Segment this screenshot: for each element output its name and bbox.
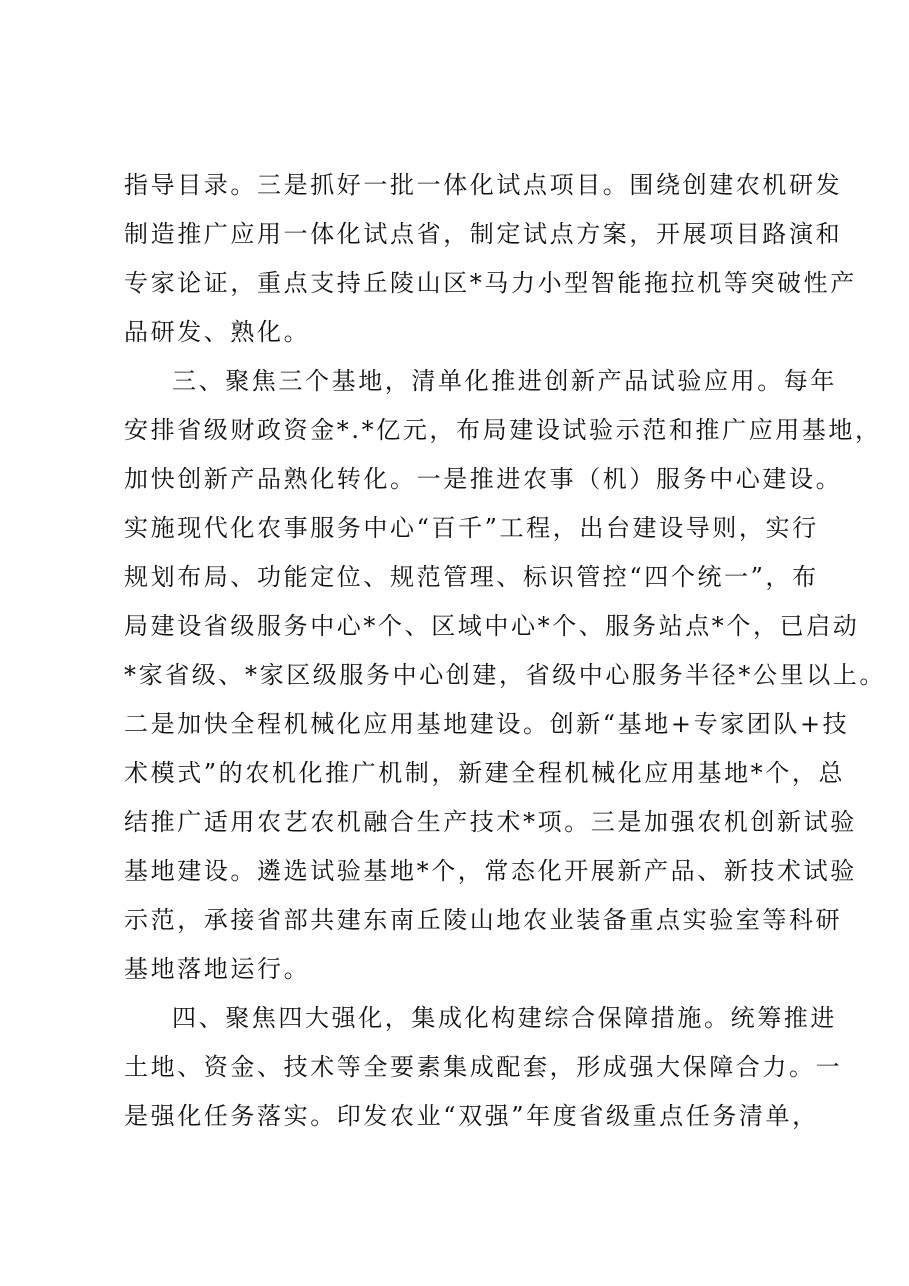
text-line-14: 结推广适用农艺农机融合生产技术*项。三是加强农机创新试验 <box>124 808 857 836</box>
text-line-12: 二是加快全程机械化应用基地建设。创新“基地+专家团队+技 <box>124 710 850 738</box>
text-line-3: 专家论证，重点支持丘陵山区*马力小型智能拖拉机等突破性产 <box>124 269 857 297</box>
text-line-16: 示范，承接省部共建东南丘陵山地农业装备重点实验室等科研 <box>124 906 843 934</box>
text-line-8: 实施现代化农事服务中心“百千”工程，出台建设导则，实行 <box>124 514 819 542</box>
text-line-6: 安排省级财政资金*.*亿元，布局建设试验示范和推广应用基地， <box>124 416 882 444</box>
section-four-heading-line: 四、聚焦四大强化，集成化构建综合保障措施。统筹推进 <box>172 1004 837 1032</box>
text-line-20: 是强化任务落实。印发农业“双强”年度省级重点任务清单， <box>124 1102 819 1130</box>
text-line-1: 指导目录。三是抓好一批一体化试点项目。围绕创建农机研发 <box>124 171 843 199</box>
text-line-2: 制造推广应用一体化试点省，制定试点方案，开展项目路演和 <box>124 220 843 248</box>
text-line-17: 基地落地运行。 <box>124 955 311 983</box>
section-three-heading-line: 三、聚焦三个基地，清单化推进创新产品试验应用。每年 <box>172 367 837 395</box>
text-line-4: 品研发、熟化。 <box>124 318 311 346</box>
text-line-13: 术模式”的农机化推广机制，新建全程机械化应用基地*个，总 <box>124 759 846 787</box>
text-line-10: 局建设省级服务中心*个、区域中心*个、服务站点*个，已启动 <box>124 612 860 640</box>
text-line-19: 土地、资金、技术等全要素集成配套，形成强大保障合力。一 <box>124 1053 843 1081</box>
text-line-9: 规划布局、功能定位、规范管理、标识管控“四个统一”，布 <box>124 563 819 591</box>
text-line-15: 基地建设。遴选试验基地*个，常态化开展新产品、新技术试验 <box>124 857 857 885</box>
text-line-7: 加快创新产品熟化转化。一是推进农事（机）服务中心建设。 <box>124 465 843 493</box>
text-line-11: *家省级、*家区级服务中心创建，省级中心服务半径*公里以上。 <box>124 661 886 689</box>
